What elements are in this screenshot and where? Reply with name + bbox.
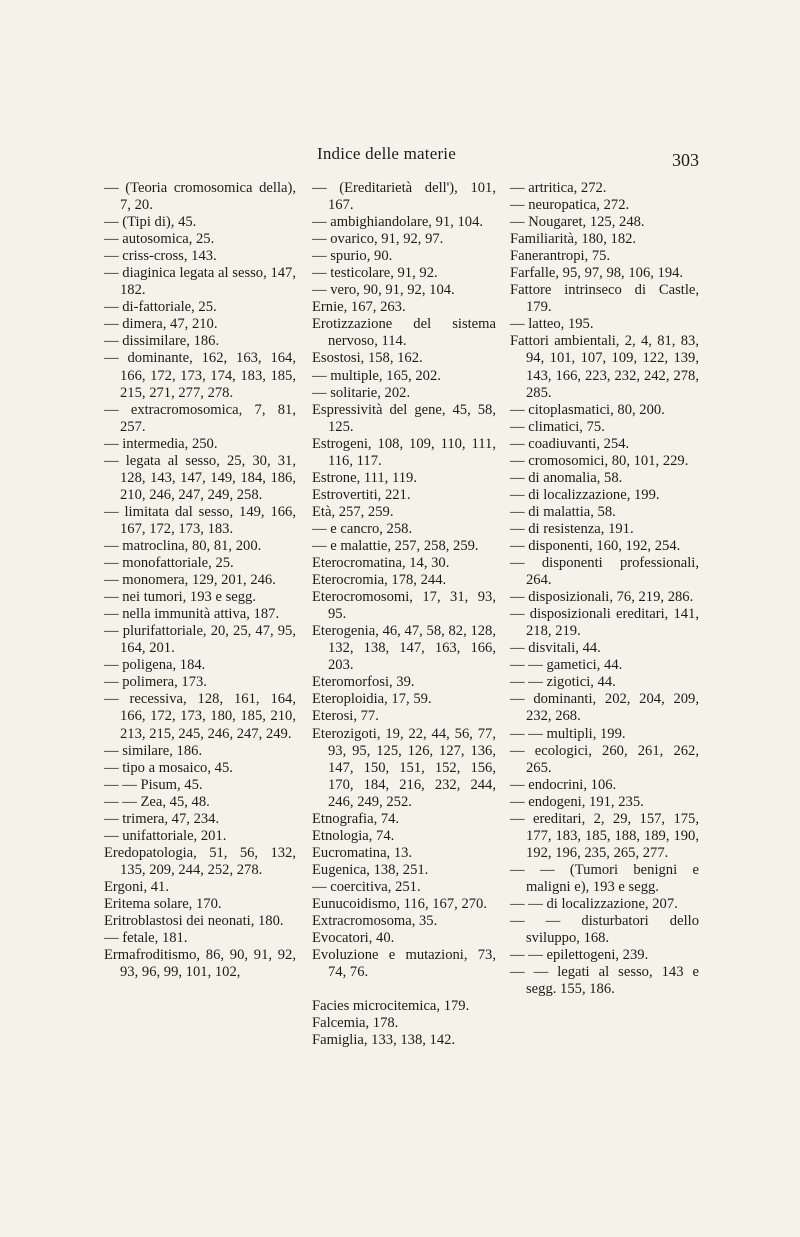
index-entry: — ambighiandolare, 91, 104. bbox=[312, 214, 484, 231]
index-entry: Estrone, 111, 119. bbox=[312, 469, 417, 486]
index-entry: — e malattie, 257, 258, 259. bbox=[312, 537, 479, 554]
index-entry: — trimera, 47, 234. bbox=[104, 810, 220, 827]
index-entry: Eterosi, 77. bbox=[312, 708, 379, 725]
index-entry: Eterozigoti, 19, 22, 44, 56, 77, 93, 95, 125, 126, 127, 136, 147, 150, 151, 152, 156, 170, 184, 216, 232, 244, 246, 249, 252. bbox=[312, 725, 496, 810]
index-entry: Esostosi, 158, 162. bbox=[312, 350, 423, 367]
index-entry: — dominanti, 202, 204, 209, 232, 268. bbox=[510, 691, 699, 725]
index-entry: — — disturbatori dello sviluppo, 168. bbox=[510, 913, 699, 947]
index-entry: — — Zea, 45, 48. bbox=[104, 793, 210, 810]
index-entry: Estrovertiti, 221. bbox=[312, 486, 411, 503]
index-entry: — ovarico, 91, 92, 97. bbox=[312, 231, 444, 248]
index-entry: — (Teoria cromosomica della), 7, 20. bbox=[104, 180, 296, 214]
index-entry: — — di localizzazione, 207. bbox=[510, 895, 678, 912]
index-column-3 bbox=[510, 180, 699, 998]
index-entry: Eterocromosomi, 17, 31, 93, 95. bbox=[312, 589, 496, 623]
index-entry: — disponenti professionali, 264. bbox=[510, 555, 699, 589]
index-entry: — di anomalia, 58. bbox=[510, 469, 623, 486]
index-entry: — (Ereditarietà dell'), 101, 167. bbox=[312, 180, 496, 214]
running-title: Indice delle materie bbox=[317, 144, 456, 163]
index-entry: — endogeni, 191, 235. bbox=[510, 793, 644, 810]
index-entry: Familiarità, 180, 182. bbox=[510, 231, 637, 248]
page-number: 303 bbox=[672, 150, 699, 170]
index-entry: — tipo a mosaico, 45. bbox=[104, 759, 233, 776]
index-entry: — di malattia, 58. bbox=[510, 503, 616, 520]
section-gap bbox=[312, 981, 496, 998]
page-header bbox=[0, 144, 800, 174]
index-entry: — diaginica legata al sesso, 147, 182. bbox=[104, 265, 296, 299]
index-entry: — — Pisum, 45. bbox=[104, 776, 203, 793]
index-column-1 bbox=[104, 180, 296, 981]
index-entry: — disvitali, 44. bbox=[510, 640, 601, 657]
index-entry: Falcemia, 178. bbox=[312, 1015, 399, 1032]
index-column-2 bbox=[312, 180, 496, 1049]
index-entry: Eucromatina, 13. bbox=[312, 844, 413, 861]
index-entry: Ergoni, 41. bbox=[104, 878, 169, 895]
index-entry: — Nougaret, 125, 248. bbox=[510, 214, 645, 231]
index-entry: — cromosomici, 80, 101, 229. bbox=[510, 452, 689, 469]
index-entry: — latteo, 195. bbox=[510, 316, 594, 333]
index-entry: Fanerantropi, 75. bbox=[510, 248, 611, 265]
index-entry: Espressività del gene, 45, 58, 125. bbox=[312, 401, 496, 435]
index-entry: — — zigotici, 44. bbox=[510, 674, 616, 691]
index-entry: — vero, 90, 91, 92, 104. bbox=[312, 282, 455, 299]
index-entry: — multiple, 165, 202. bbox=[312, 367, 441, 384]
index-entry: — legata al sesso, 25, 30, 31, 128, 143, 147, 149, 184, 186, 210, 246, 247, 249, 258. bbox=[104, 452, 296, 503]
index-entry: — — epilettogeni, 239. bbox=[510, 947, 649, 964]
index-entry: Evocatori, 40. bbox=[312, 930, 395, 947]
index-entry: — testicolare, 91, 92. bbox=[312, 265, 438, 282]
index-entry: — coercitiva, 251. bbox=[312, 878, 421, 895]
index-entry: — monomera, 129, 201, 246. bbox=[104, 572, 276, 589]
index-entry: Eunucoidismo, 116, 167, 270. bbox=[312, 895, 487, 912]
index-entry: — unifattoriale, 201. bbox=[104, 827, 227, 844]
index-entry: Eteromorfosi, 39. bbox=[312, 674, 415, 691]
index-entry: — — gametici, 44. bbox=[510, 657, 623, 674]
index-entry: — (Tipi di), 45. bbox=[104, 214, 197, 231]
index-entry: Eterocromia, 178, 244. bbox=[312, 572, 447, 589]
index-entry: — citoplasmatici, 80, 200. bbox=[510, 401, 665, 418]
index-entry: Eterogenia, 46, 47, 58, 82, 128, 132, 138, 147, 163, 166, 203. bbox=[312, 623, 496, 674]
index-entry: — e cancro, 258. bbox=[312, 520, 413, 537]
index-entry: Eteroploidia, 17, 59. bbox=[312, 691, 432, 708]
index-entry: Farfalle, 95, 97, 98, 106, 194. bbox=[510, 265, 684, 282]
index-entry: — similare, 186. bbox=[104, 742, 203, 759]
index-entry: — — multipli, 199. bbox=[510, 725, 626, 742]
index-entry: — disponenti, 160, 192, 254. bbox=[510, 537, 681, 554]
index-entry: Erotizzazione del sistema nervoso, 114. bbox=[312, 316, 496, 350]
index-entry: Etnografia, 74. bbox=[312, 810, 400, 827]
index-entry: — plurifattoriale, 20, 25, 47, 95, 164, 201. bbox=[104, 623, 296, 657]
index-entry: — extracromosomica, 7, 81, 257. bbox=[104, 401, 296, 435]
index-entry: — recessiva, 128, 161, 164, 166, 172, 173, 180, 185, 210, 213, 215, 245, 246, 247, 249. bbox=[104, 691, 296, 742]
index-entry: Fattore intrinseco di Castle, 179. bbox=[510, 282, 699, 316]
index-entry: — disposizionali ereditari, 141, 218, 219. bbox=[510, 606, 699, 640]
index-entry: — disposizionali, 76, 219, 286. bbox=[510, 589, 694, 606]
index-entry: Facies microcitemica, 179. bbox=[312, 998, 470, 1015]
index-entry: — endocrini, 106. bbox=[510, 776, 617, 793]
index-entry: — ereditari, 2, 29, 157, 175, 177, 183, 185, 188, 189, 190, 192, 196, 235, 265, 277. bbox=[510, 810, 699, 861]
index-entry: Fattori ambientali, 2, 4, 81, 83, 94, 101, 107, 109, 122, 139, 143, 166, 223, 232, 242, 278, 285. bbox=[510, 333, 699, 401]
index-entry: — criss-cross, 143. bbox=[104, 248, 217, 265]
index-entry: — neuropatica, 272. bbox=[510, 197, 630, 214]
index-entry: Eredopatologia, 51, 56, 132, 135, 209, 244, 252, 278. bbox=[104, 844, 296, 878]
index-entry: — artritica, 272. bbox=[510, 180, 607, 196]
index-entry: — autosomica, 25. bbox=[104, 231, 215, 248]
index-entry: — dimera, 47, 210. bbox=[104, 316, 218, 333]
index-entry: — spurio, 90. bbox=[312, 248, 393, 265]
index-entry: — matroclina, 80, 81, 200. bbox=[104, 537, 262, 554]
index-entry: — nei tumori, 193 e segg. bbox=[104, 589, 256, 606]
index-entry: — fetale, 181. bbox=[104, 930, 188, 947]
index-entry: Ernie, 167, 263. bbox=[312, 299, 406, 316]
index-entry: — dissimilare, 186. bbox=[104, 333, 220, 350]
index-entry: Extracromosoma, 35. bbox=[312, 913, 438, 930]
index-entry: — intermedia, 250. bbox=[104, 435, 218, 452]
index-entry: — di-fattoriale, 25. bbox=[104, 299, 217, 316]
index-entry: — solitarie, 202. bbox=[312, 384, 411, 401]
index-entry: Eterocromatina, 14, 30. bbox=[312, 555, 450, 572]
index-entry: — ecologici, 260, 261, 262, 265. bbox=[510, 742, 699, 776]
index-entry: — — (Tumori benigni e maligni e), 193 e segg. bbox=[510, 861, 699, 895]
index-entry: — monofattoriale, 25. bbox=[104, 555, 234, 572]
index-entry: Eugenica, 138, 251. bbox=[312, 861, 429, 878]
index-entry: Età, 257, 259. bbox=[312, 503, 394, 520]
index-entry: Famiglia, 133, 138, 142. bbox=[312, 1032, 456, 1049]
index-entry: Ermafroditismo, 86, 90, 91, 92, 93, 96, 99, 101, 102, bbox=[104, 947, 296, 981]
index-entry: — poligena, 184. bbox=[104, 657, 206, 674]
index-entry: Eritema solare, 170. bbox=[104, 895, 222, 912]
index-entry: Estrogeni, 108, 109, 110, 111, 116, 117. bbox=[312, 435, 496, 469]
index-entry: Eritroblastosi dei neonati, 180. bbox=[104, 913, 284, 930]
index-entry: — polimera, 173. bbox=[104, 674, 207, 691]
index-entry: Evoluzione e mutazioni, 73, 74, 76. bbox=[312, 947, 496, 981]
index-entry: — nella immunità attiva, 187. bbox=[104, 606, 280, 623]
index-entry: — di resistenza, 191. bbox=[510, 520, 634, 537]
index-entry: — climatici, 75. bbox=[510, 418, 605, 435]
index-entry: Etnologia, 74. bbox=[312, 827, 395, 844]
index-entry: — — legati al sesso, 143 e segg. 155, 186. bbox=[510, 964, 699, 998]
index-entry: — di localizzazione, 199. bbox=[510, 486, 660, 503]
index-entry: — limitata dal sesso, 149, 166, 167, 172, 173, 183. bbox=[104, 503, 296, 537]
index-entry: — dominante, 162, 163, 164, 166, 172, 173, 174, 183, 185, 215, 271, 277, 278. bbox=[104, 350, 296, 401]
index-entry: — coadiuvanti, 254. bbox=[510, 435, 630, 452]
